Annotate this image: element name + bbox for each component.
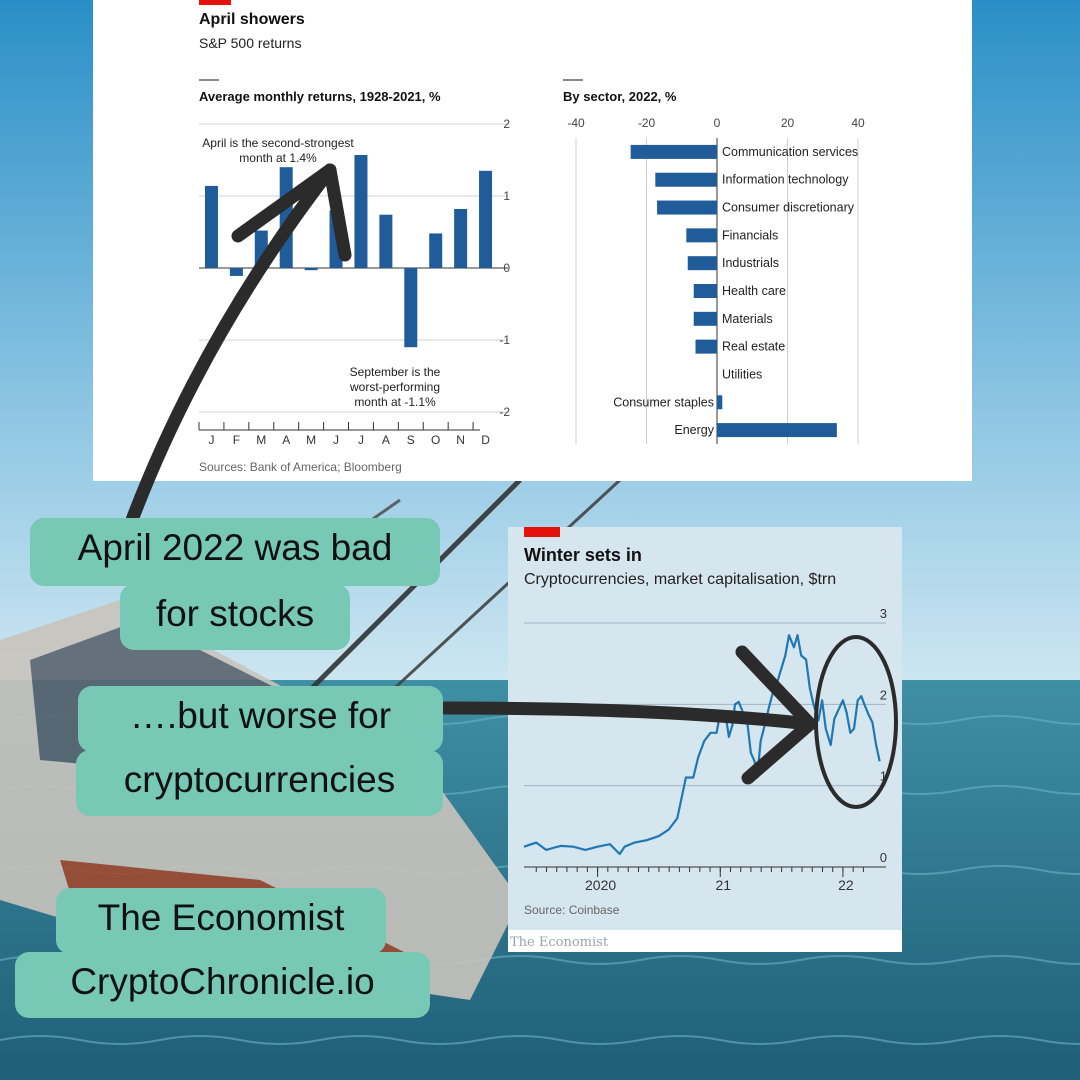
chart-title: Winter sets in [524, 545, 642, 565]
chart-subtitle: S&P 500 returns [199, 35, 302, 51]
category-label: Information technology [722, 172, 849, 187]
x-tick-label: J [333, 433, 340, 447]
y-tick-label: 1 [879, 768, 887, 784]
x-tick-label: -20 [637, 116, 656, 130]
callout-april-line1: April 2022 was bad [30, 518, 440, 586]
x-tick-label: N [456, 433, 465, 447]
bar [454, 209, 467, 268]
category-label: Energy [674, 423, 714, 438]
bar [305, 268, 318, 270]
x-tick-label: 22 [838, 877, 854, 893]
annotation-text: September is the [349, 365, 441, 379]
bar [717, 423, 837, 437]
subchart-title: Average monthly returns, 1928-2021, % [199, 89, 441, 104]
x-tick-label: M [256, 433, 267, 447]
x-tick-label: D [481, 433, 490, 447]
callout-crypto-line2: cryptocurrencies [76, 750, 443, 816]
bar [429, 233, 442, 268]
bar [655, 173, 717, 187]
crypto-chart-panel [508, 527, 902, 952]
x-tick-label: 21 [715, 877, 732, 893]
crypto-market-cap-chart [508, 597, 902, 897]
x-tick-label: A [282, 433, 291, 447]
annotation-text: month at 1.4% [239, 151, 317, 165]
stocks-chart-panel [93, 0, 972, 481]
bar [379, 215, 392, 268]
bar [205, 186, 218, 268]
y-tick-label: 0 [879, 850, 887, 865]
y-tick-label: 1 [503, 189, 510, 203]
y-tick-label: -2 [499, 405, 510, 419]
category-label: Utilities [722, 367, 763, 382]
subchart-title: By sector, 2022, % [563, 89, 677, 104]
bar [404, 268, 417, 347]
y-tick-label: 2 [503, 117, 510, 131]
bar [717, 395, 722, 409]
x-tick-label: F [232, 433, 241, 447]
y-tick-label: 0 [503, 261, 510, 275]
bar [330, 210, 343, 268]
bar [230, 268, 243, 276]
y-tick-label: 2 [879, 687, 887, 703]
category-label: Financials [722, 228, 779, 243]
economist-wordmark: The Economist [510, 935, 609, 950]
bar [694, 284, 717, 298]
annotation-text: month at -1.1% [354, 395, 436, 409]
bar [695, 340, 717, 354]
callout-crypto-line1: ….but worse for [78, 686, 443, 752]
callout-april-line2: for stocks [120, 584, 350, 650]
bar [631, 145, 717, 159]
y-tick-label: -1 [499, 333, 510, 347]
x-tick-label: A [381, 433, 390, 447]
category-label: Materials [722, 311, 773, 326]
category-label: Health care [722, 284, 786, 298]
economist-red-tag [524, 527, 560, 537]
bar [694, 312, 717, 326]
x-tick-label: O [431, 433, 441, 447]
bar [255, 231, 268, 268]
category-label: Communication services [722, 144, 859, 159]
bar [657, 201, 717, 215]
x-tick-label: 20 [780, 116, 795, 130]
category-label: Real estate [722, 339, 786, 354]
x-tick-label: 2020 [585, 877, 617, 893]
x-tick-label: 0 [713, 116, 721, 130]
chart-title: April showers [199, 11, 305, 28]
y-tick-label: 3 [879, 606, 887, 621]
x-tick-label: S [406, 433, 415, 447]
category-label: Consumer staples [613, 395, 714, 410]
bar [354, 155, 367, 268]
x-tick-label: 40 [851, 116, 865, 130]
bar [280, 167, 293, 268]
monthly-returns-chart [93, 0, 533, 460]
series-line [524, 635, 880, 854]
chart-source: Source: Coinbase [524, 903, 620, 917]
x-tick-label: J [208, 433, 215, 447]
chart-subtitle: Cryptocurrencies, market capitalisation, $trn [524, 571, 837, 588]
bar [686, 228, 717, 242]
x-tick-label: -40 [567, 116, 585, 130]
annotation-text: worst-performing [349, 380, 441, 394]
category-label: Consumer discretionary [722, 200, 854, 215]
x-tick-label: J [357, 433, 364, 447]
annotation-text: April is the second-strongest [202, 136, 354, 150]
category-label: Industrials [722, 256, 779, 271]
chart-source: Sources: Bank of America; Bloomberg [199, 460, 402, 474]
bar [479, 171, 492, 268]
bar [688, 256, 717, 270]
x-tick-label: M [306, 433, 317, 447]
sector-returns-chart [533, 0, 972, 460]
credit-line-2: CryptoChronicle.io [15, 952, 430, 1018]
credit-line-1: The Economist [56, 888, 386, 954]
